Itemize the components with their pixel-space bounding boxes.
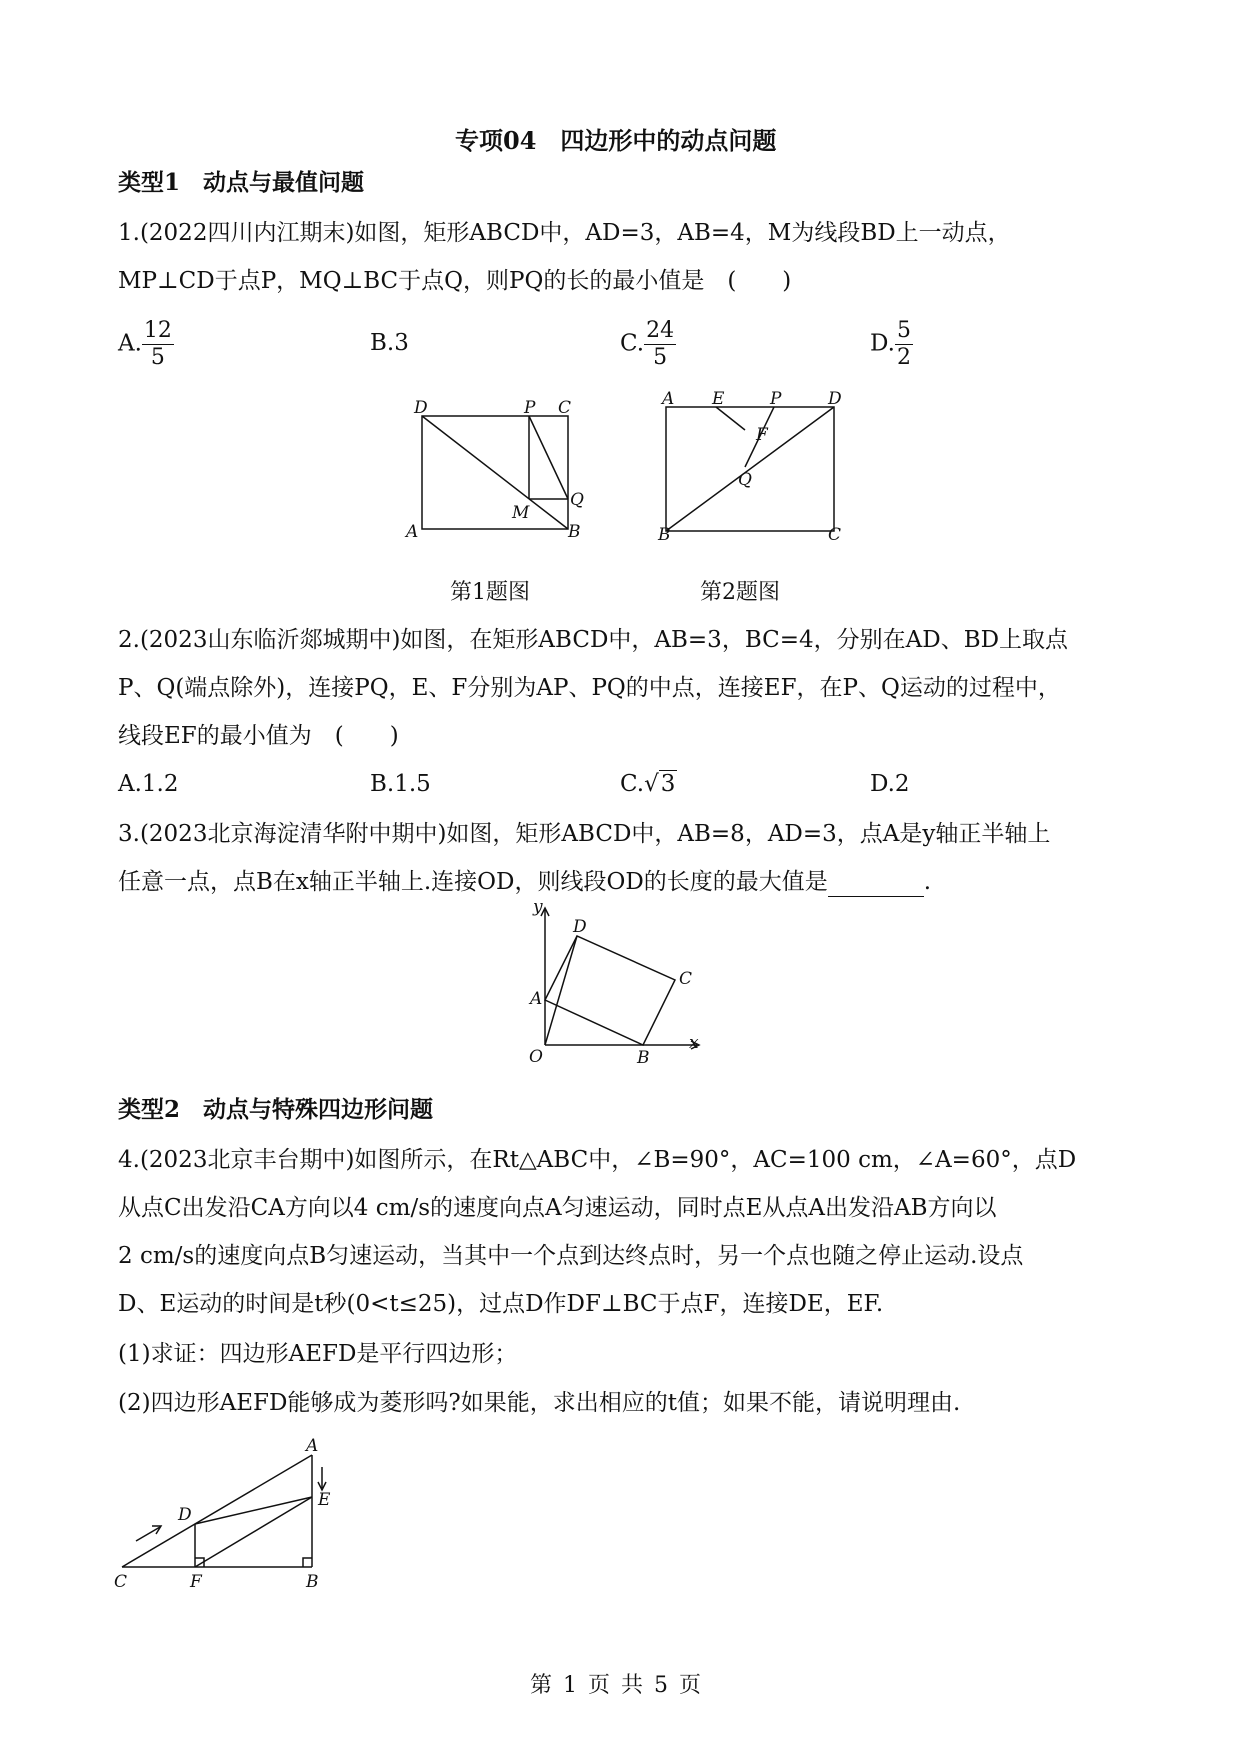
q3-line2	[118, 867, 931, 897]
figure-1	[400, 395, 590, 545]
q1-option-a-prefix: A.	[118, 330, 142, 357]
fig4-label-f: F	[190, 1572, 202, 1592]
q4-part1: (1)求证：四边形AEFD是平行四边形；	[118, 1341, 518, 1367]
page-footer: 第 1 页 共 5 页	[530, 1673, 703, 1698]
fig2-label-f: F	[756, 425, 768, 445]
q4-line1: 4.(2023北京丰台期中)如图所示，在Rt△ABC中，∠B=90°，AC=100 cm，∠A=60°，点D	[118, 1147, 1077, 1173]
fig1-diagonal-db	[422, 416, 568, 529]
fig4-label-c: C	[114, 1572, 128, 1592]
q2-option-c	[620, 769, 677, 799]
fig2-label-a: A	[662, 389, 675, 409]
type2-heading: 类型2 动点与特殊四边形问题	[118, 1096, 434, 1123]
q3-line2-end: .	[923, 869, 932, 895]
fig4-label-b: B	[306, 1572, 319, 1592]
q1-line2: MP⊥CD于点P，MQ⊥BC于点Q，则PQ的长的最小值是 ( )	[118, 268, 792, 294]
fig2-label-e: E	[712, 389, 725, 409]
fig3-label-o: O	[529, 1047, 543, 1067]
q4-part2: (2)四边形AEFD能够成为菱形吗?如果能，求出相应的t值；如果不能，请说明理由.	[118, 1390, 961, 1416]
fraction-numerator: 12	[143, 318, 172, 343]
q1-option-a-fraction	[142, 318, 174, 371]
fig1-label-m: M	[512, 503, 530, 523]
fig1-segment-pq	[529, 416, 568, 499]
fraction-numerator: 5	[896, 318, 911, 343]
q3-line2-text: 任意一点，点B在x轴正半轴上.连接OD，则线段OD的长度的最大值是	[118, 869, 828, 895]
fig2-label-q: Q	[738, 470, 752, 490]
fig3-label-x: x	[689, 1033, 699, 1053]
fig3-label-d: D	[573, 917, 587, 937]
fig1-label-a: A	[406, 522, 419, 542]
q1-option-c-fraction	[644, 318, 676, 371]
fig4-segment-de	[195, 1497, 312, 1524]
sqrt-sign: √	[644, 771, 659, 797]
fig1-label-d: D	[414, 398, 428, 418]
figure-4	[110, 1425, 340, 1600]
answer-blank	[828, 874, 924, 897]
fraction-numerator: 24	[646, 318, 675, 343]
fig4-arrow-ca-head	[152, 1526, 161, 1534]
fig2-label-p: P	[770, 389, 782, 409]
sqrt-radicand: 3	[660, 771, 676, 797]
fig4-segment-ca	[122, 1455, 312, 1567]
fig4-label-d: D	[178, 1505, 192, 1525]
q4-line2: 从点C出发沿CA方向以4 cm/s的速度向点A匀速运动，同时点E从点A出发沿AB方向以	[118, 1195, 997, 1221]
fig2-diagonal-bd	[666, 407, 834, 531]
fraction-denominator: 5	[150, 345, 165, 370]
fig2-segment-ef	[716, 407, 745, 430]
q1-option-c-prefix: C.	[620, 330, 645, 357]
fig3-rectangle-abcd	[545, 936, 675, 1045]
fig3-label-c: C	[679, 969, 693, 989]
figure-2	[650, 385, 850, 545]
fig1-label-b: B	[568, 522, 581, 542]
q4-line3: 2 cm/s的速度向点B匀速运动，当其中一个点到达终点时，另一个点也随之停止运动.设点	[118, 1243, 1024, 1269]
fig2-label-d: D	[828, 389, 842, 409]
doc-title: 专项04 四边形中的动点问题	[455, 126, 777, 155]
fig3-label-a: A	[530, 989, 543, 1009]
fig1-label-c: C	[558, 398, 572, 418]
q2-line2: P、Q(端点除外)，连接PQ，E、F分别为AP、PQ的中点，连接EF，在P、Q运动的过程中，	[118, 675, 1061, 701]
q2-option-d: D.2	[870, 771, 910, 797]
q2-option-c-prefix: C.	[620, 771, 645, 797]
q3-line1: 3.(2023北京海淀清华附中期中)如图，矩形ABCD中，AB=8，AD=3，点A是y轴正半轴上	[118, 821, 1051, 847]
fraction-denominator: 2	[896, 345, 911, 370]
q1-option-b: B.3	[370, 330, 409, 356]
fig4-right-angle-b	[303, 1558, 312, 1567]
fig4-label-e: E	[318, 1490, 331, 1510]
q2-line3: 线段EF的最小值为 ( )	[118, 723, 399, 749]
fig1-label-p: P	[524, 398, 536, 418]
q1-option-a	[118, 318, 174, 371]
q1-option-d-prefix: D.	[870, 330, 895, 357]
q1-option-d-fraction	[895, 318, 913, 371]
fig2-caption: 第2题图	[700, 580, 780, 605]
q1-line1: 1.(2022四川内江期末)如图，矩形ABCD中，AD=3，AB=4，M为线段BD上一动点，	[118, 220, 1011, 246]
fig3-label-b: B	[637, 1048, 650, 1068]
fig4-segment-fe	[195, 1497, 312, 1567]
fig4-label-a: A	[306, 1436, 319, 1456]
figure-3	[525, 900, 725, 1070]
q1-option-d	[870, 318, 913, 371]
fig1-label-q: Q	[570, 490, 584, 510]
fig3-label-y: y	[533, 900, 543, 917]
type1-heading: 类型1 动点与最值问题	[118, 169, 365, 196]
fig2-label-c: C	[828, 525, 842, 545]
fig2-label-b: B	[658, 525, 671, 545]
q2-option-a: A.1.2	[118, 771, 179, 797]
q1-option-c	[620, 318, 676, 371]
q2-option-b: B.1.5	[370, 771, 431, 797]
fig1-caption: 第1题图	[450, 580, 530, 605]
q2-line1: 2.(2023山东临沂郯城期中)如图，在矩形ABCD中，AB=3，BC=4，分别在AD、BD上取点	[118, 627, 1069, 653]
q4-line4: D、E运动的时间是t秒(0<t≤25)，过点D作DF⊥BC于点F，连接DE，EF.	[118, 1291, 884, 1317]
fraction-denominator: 5	[653, 345, 668, 370]
